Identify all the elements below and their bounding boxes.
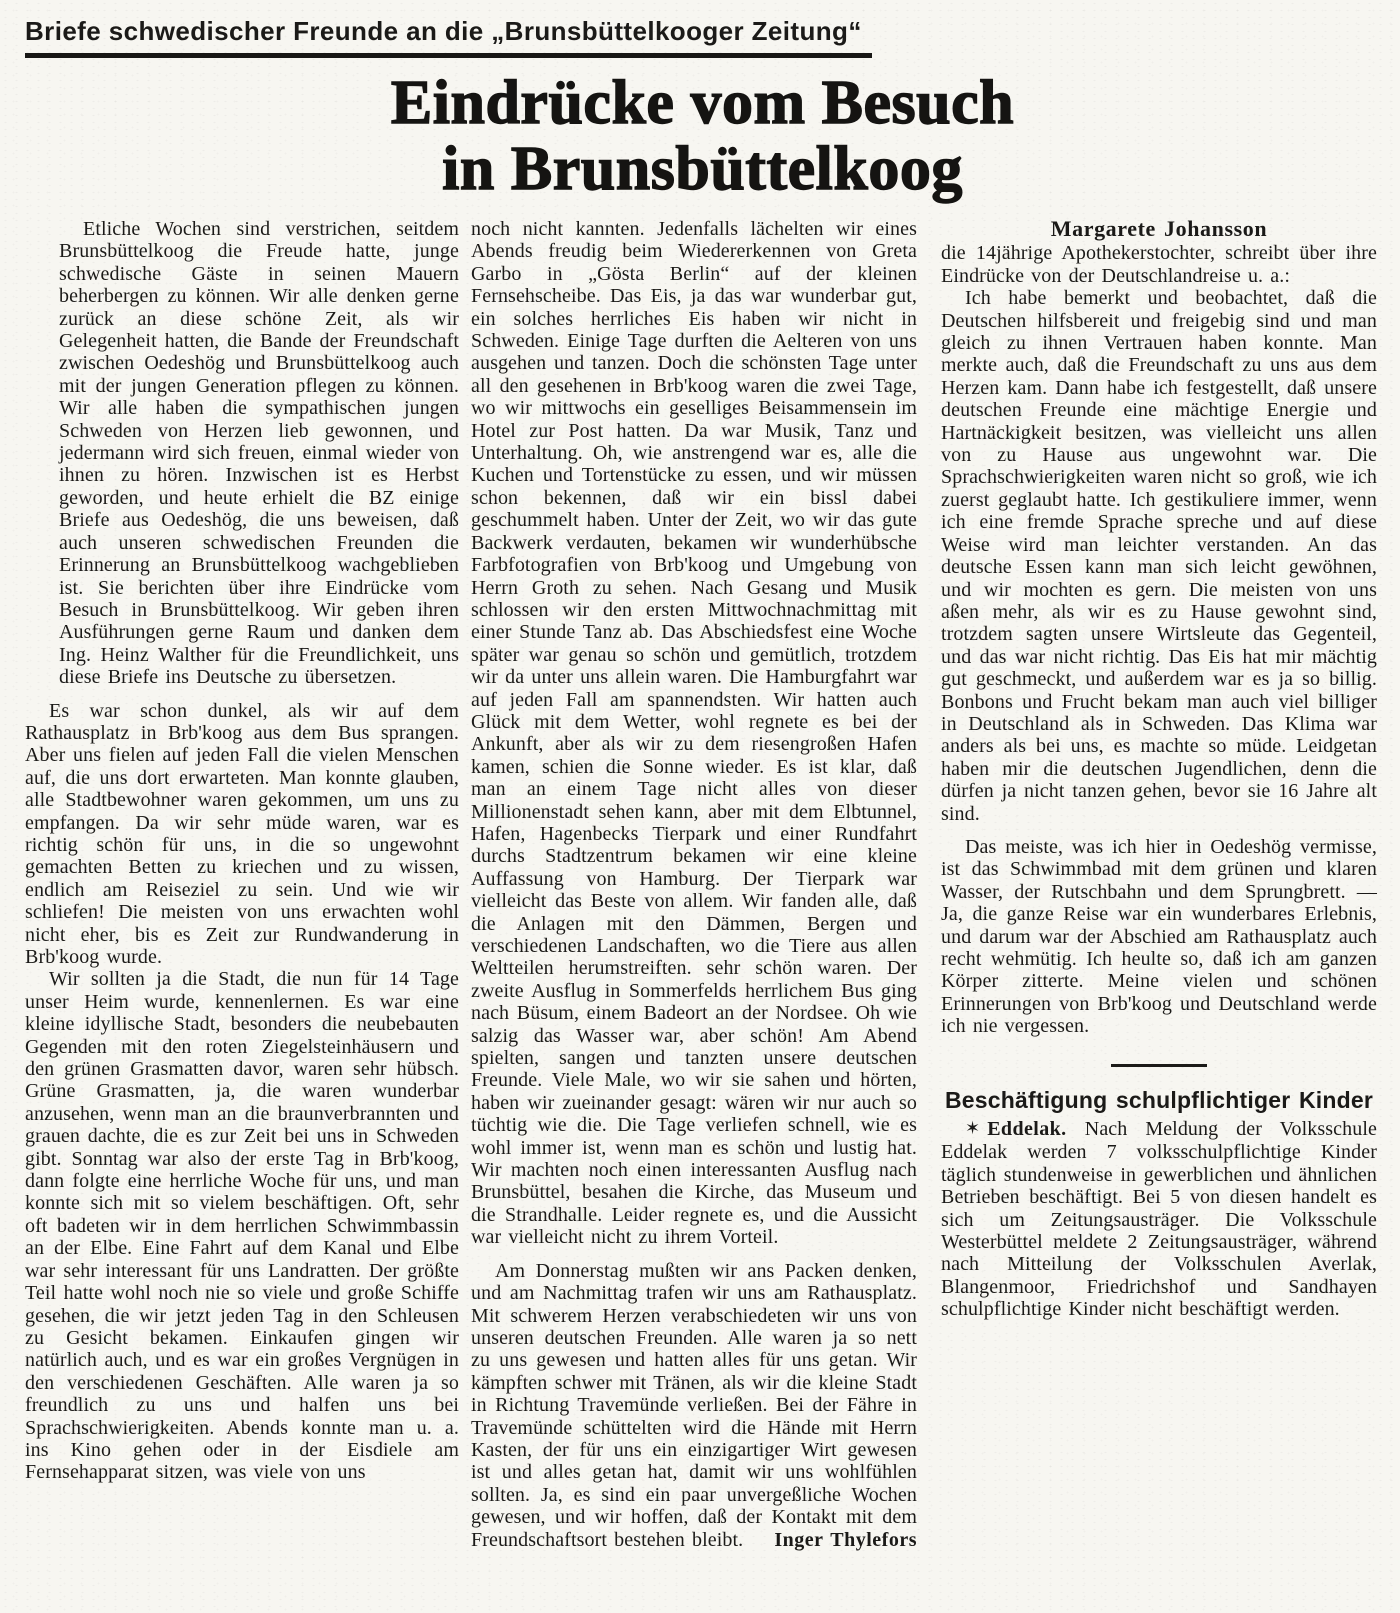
column-2	[471, 218, 917, 1551]
article-body	[25, 218, 1400, 1600]
body-paragraph: Wir sollten ja die Stadt, die nun für 14 Tage unser Heim wurde, kennenlernen. Es war eine kleine idyllische Stadt, besonders die neubebauten Gegenden mit den roten Ziegelsteinhäusern und den grünen Grasmatten davor, waren sehr hübsch. Grüne Grasmatten, ja, die waren wunderbar anzusehen, wenn man an die braunverbrannten und grauen dachte, die es zur Zeit bei uns in Schweden gibt. Sonntag war also der erste Tag in Brb'koog, dann folgte eine herrliche Woche für uns, und man konnte sich mit so vielem beschäftigen. Oft, sehr oft badeten wir in dem herrlichen Schwimmbassin an der Elbe. Eine Fahrt auf dem Kanal und Elbe war sehr interessant für uns Landratten. Der größte Teil hatte wohl noch nie so viele und große Schiffe gesehen, die wir jetzt jeden Tag in den Schleusen zu Gesicht bekamen. Einkaufen gingen wir natürlich auch, und es war ein großes Vergnügen in den verschiedenen Geschäften. Alle waren ja so freundlich zu uns und halfen uns bei Sprachschwierigkeiten. Abends konnte man u. a. ins Kino gehen oder in der Eisdiele am Fernsehapparat sitzen, was viele von uns	[25, 968, 459, 1484]
headline-line-2: in Brunsbüttelkoog	[442, 135, 963, 203]
body-paragraph: Etliche Wochen sind verstrichen, seitdem Brunsbüttelkoog die Freude hatte, junge schwedische Gäste in seinen Mauern beherbergen zu können. Wir alle denken gerne zurück an diese schöne Zeit, als wir Gelegenheit hatten, die Bande der Freundschaft zwischen Oedeshög und Brunsbüttelkoog auch mit der jungen Generation pflegen zu können. Wir alle haben die sympathischen jungen Schweden von Herzen lieb gewonnen, und jedermann wird sich freuen, einmal wieder von ihnen zu hören. Inzwischen ist es Herbst geworden, und heute erhielt die BZ einige Briefe aus Oedeshög, die uns beweisen, daß auch unseren schwedischen Freunden die Erinnerung an Brunsbüttelkoog wachgeblieben ist. Sie berichten über ihre Eindrücke vom Besuch in Brunsbüttelkoog. Wir geben ihren Ausführungen gerne Raum und danken dem Ing. Heinz Walther für die Freundlichkeit, uns diese Briefe ins Deutsche zu übersetzen.	[59, 218, 459, 689]
author-signature: Inger Thylefors	[774, 1528, 917, 1551]
kicker: Briefe schwedischer Freunde an die „Brunsbüttelkooger Zeitung“	[25, 16, 872, 58]
news-item-heading: Beschäftigung schulpflichtiger Kinder	[945, 1086, 1373, 1113]
body-paragraph: die 14jährige Apothekerstochter, schreibt über ihre Eindrücke von der Deutschlandreise u. a.:	[941, 242, 1377, 287]
headline-line-1: Eindrücke vom Besuch	[390, 69, 1015, 137]
body-paragraph: Ich habe bemerkt und beobachtet, daß die Deutschen hilfsbereit und freigebig sind und man gleich zu ihnen Vertrauen haben konnte. Man merkte auch, daß die Freundschaft zu uns aus dem Herzen kam. Dann habe ich festgestellt, daß unsere deutschen Freunde eine mächtige Energie und Hartnäckigkeit besitzen, was vielleicht uns allen von zu Hause aus ungewohnt war. Die Sprachschwierigkeiten waren nicht so groß, wie ich zuerst geglaubt hatte. Ich gestikuliere immer, wenn ich eine fremde Sprache spreche und auf diese Weise wird man leichter verstanden. An das deutsche Essen kann man sich leicht gewöhnen, und wir mochten es gern. Die meisten von uns aßen mehr, als wir es zu Hause gewohnt sind, trotzdem sagten unsere Wirtsleute das Gegenteil, und das war nicht richtig. Das Eis hat mir mächtig gut geschmeckt, und außerdem war es ja so billig. Bonbons und Frucht bekam man auch viel billiger in Deutschland als in Schweden. Das Klima war anders als bei uns, es machte so müde. Leidgetan haben mir die deutschen Jugendlichen, denn die dürfen ja nicht tanzen gehen, bevor sie 16 Jahre alt sind.	[941, 287, 1377, 825]
byline-heading: Margarete Johansson	[1050, 218, 1268, 241]
body-paragraph: Am Donnerstag mußten wir ans Packen denken, und am Nachmittag trafen wir uns am Rathausplatz. Mit schwerem Herzen verabschiedeten wir uns von unseren deutschen Freunden. Alle waren ja so nett zu uns gewesen und hatten alles für uns getan. Wir kämpften schwer mit Tränen, als wir die kleine Stadt in Richtung Travemünde verließen. Bei der Fähre in Travemünde schüttelten wird die Hände mit Herrn Kasten, der für uns ein einzigartiger Wirt gewesen ist und alles getan hat, damit wir uns wohlfühlen sollten. Ja, es sind ein paar unvergeßliche Wochen gewesen, und wir hoffen, daß der Kontakt mit dem Freundschaftsort bestehen bleibt. Inger Thylefors	[471, 1259, 917, 1551]
place-dateline: Eddelak.	[987, 1118, 1085, 1141]
column-3	[941, 218, 1377, 1321]
headline	[55, 70, 1350, 202]
section-divider	[1111, 1064, 1207, 1067]
body-paragraph: noch nicht kannten. Jedenfalls lächelten wir eines Abends freudig beim Wiedererkennen von Greta Garbo in „Gösta Berlin“ auf der kleinen Fernsehscheibe. Das Eis, ja das war wunderbar gut, ein solches herrliches Eis haben wir nicht in Schweden. Einige Tage durften die Aelteren von uns ausgehen und tanzen. Doch die schönsten Tage unter all den gesehenen in Brb'koog waren die zwei Tage, wo wir mittwochs ein geselliges Beisammensein im Hotel zur Post hatten. Da war Musik, Tanz und Unterhaltung. Oh, wie anstrengend war es, alle die Kuchen und Tortenstücke zu essen, und wir müssen schon bekennen, daß wir ein bissl dabei geschummelt haben. Unter der Zeit, wo wir das gute Backwerk verdauten, bekamen wir wunderhübsche Farbfotografien von Brb'koog und Umgebung von Herrn Groth zu sehen. Nach Gesang und Musik schlossen wir den ersten Mittwochnachmittag mit einer Stunde Tanz ab. Das Abschiedsfest eine Woche später war genau so schön und gemütlich, trotzdem wir da unter uns allein waren. Die Hamburgfahrt war auf jeden Fall am spannendsten. Wir hatten auch Glück mit dem Wetter, wohl regnete es bei der Ankunft, aber als wir zu dem riesengroßen Hafen kamen, schien die Sonne wieder. Es ist klar, daß man an einem Tage nicht alles von dieser Millionenstadt sehen kann, aber mit dem Elbtunnel, Hafen, Hagenbecks Tierpark und einer Rundfahrt durchs Stadtzentrum bekamen wir eine kleine Auffassung von Hamburg. Der Tierpark war vielleicht das Beste von allem. Wir fanden alle, daß die Anlagen mit den Dämmen, Bergen und verschiedenen Landschaften, wo die Tiere aus allen Weltteilen herumstreiften. sehr schön waren. Der zweite Ausflug in Sommerfelds herrlichem Bus ging nach Büsum, einem Badeort an der Nordsee. Oh wie salzig das Wasser war, aber schön! Am Abend spielten, sangen und tanzten unsere deutschen Freunde. Viele Male, wo wir sie sahen und hörten, haben wir zueinander gesagt: wären wir nur auch so tüchtig wie die. Die Tage verliefen schnell, wie es wohl immer ist, wenn man es schön und lustig hat. Wir machten noch einen interessanten Ausflug nach Brunsbüttel, besahen die Kirche, das Museum und die Strandhalle. Leider regnete es, und die Aussicht war vielleicht nicht zu ihrem Vorteil.	[471, 218, 917, 1249]
star-icon: ✶	[965, 1118, 981, 1140]
column-1	[25, 218, 459, 1484]
body-paragraph: Das meiste, was ich hier in Oedeshög vermisse, ist das Schwimmbad mit dem grünen und klaren Wasser, der Rutschbahn und dem Sprungbrett. — Ja, die ganze Reise war ein wunderbares Erlebnis, und darum war der Abschied am Rathausplatz auch recht wehmütig. Ich heulte so, daß ich am ganzen Körper zitterte. Meine vielen und schönen Erinnerungen von Brb'koog und Deutschland werde ich nie vergessen.	[941, 835, 1377, 1038]
body-paragraph: Es war schon dunkel, als wir auf dem Rathausplatz in Brb'koog aus dem Bus sprangen. Aber uns fielen auf jeden Fall die vielen Menschen auf, die uns dort erwarteten. Man konnte glauben, alle Stadtbewohner waren gekommen, um uns zu empfangen. Da wir sehr müde waren, war es richtig schön für uns, in die so ungewohnt gemachten Betten zu kriechen und zu wissen, endlich am Reiseziel zu sein. Und wie wir schliefen! Die meisten von uns erwachten wohl nicht eher, bis es Zeit zur Rundwanderung in Brb'koog wurde.	[25, 699, 459, 968]
body-paragraph: ✶ Eddelak. Nach Meldung der Volksschule Eddelak werden 7 volksschulpflichtige Kinder täglich stundenweise in gewerblichen und ähnlichen Betrieben beschäftigt. Bei 5 von diesen handelt es sich um Zeitungsausträger. Die Volksschule Westerbüttel meldete 2 Zeitungsausträger, während nach Mitteilung der Volksschulen Averlak, Blangenmoor, Friedrichshof und Sandhayen schulpflichtige Kinder nicht beschäftigt werden.	[941, 1118, 1377, 1321]
article-header	[0, 0, 1400, 202]
